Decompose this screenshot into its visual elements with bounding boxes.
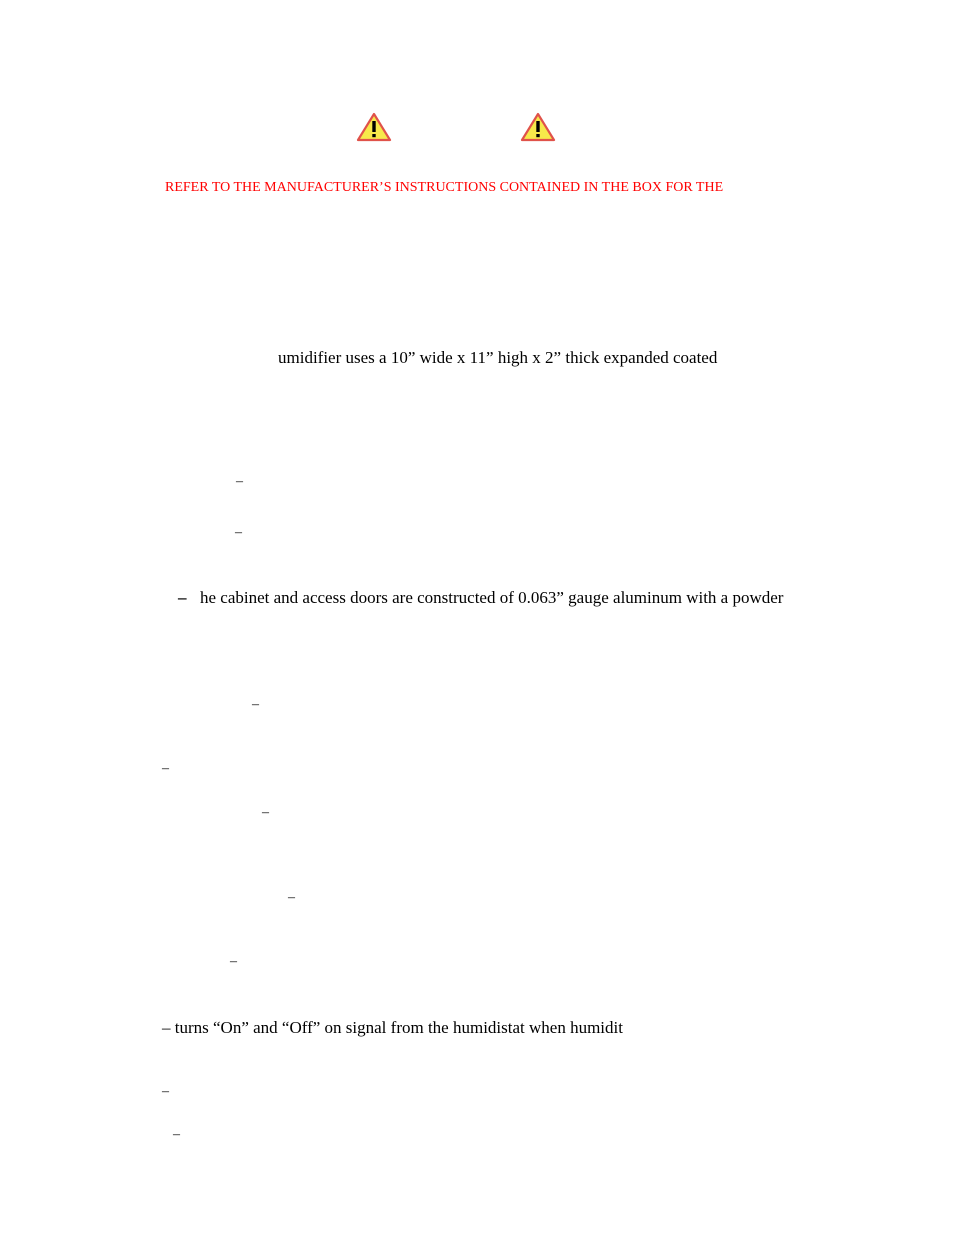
dash-marker: – [262, 805, 269, 820]
dash-marker: – [252, 697, 259, 712]
dash-marker: – [173, 1127, 180, 1142]
humidistat-signal-text: – turns “On” and “Off” on signal from the humidistat when humidit [162, 1018, 623, 1037]
cabinet-description-text: he cabinet and access doors are constructed of 0.063” gauge aluminum with a powder [200, 588, 784, 607]
pad-description-text: umidifier uses a 10” wide x 11” high x 2” thick expanded coated [278, 348, 718, 367]
dash-marker: – [162, 761, 169, 776]
warning-triangle-icon [520, 112, 556, 142]
cabinet-dash-marker: – [178, 588, 187, 607]
manufacturer-instructions-notice: REFER TO THE MANUFACTURER’S INSTRUCTIONS CONTAINED IN THE BOX FOR THE [165, 180, 724, 195]
dash-marker: – [230, 954, 237, 969]
dash-marker: – [235, 525, 242, 540]
dash-marker: – [162, 1084, 169, 1099]
dash-marker: – [236, 474, 243, 489]
warning-triangle-icon [356, 112, 392, 142]
dash-marker: – [288, 890, 295, 905]
